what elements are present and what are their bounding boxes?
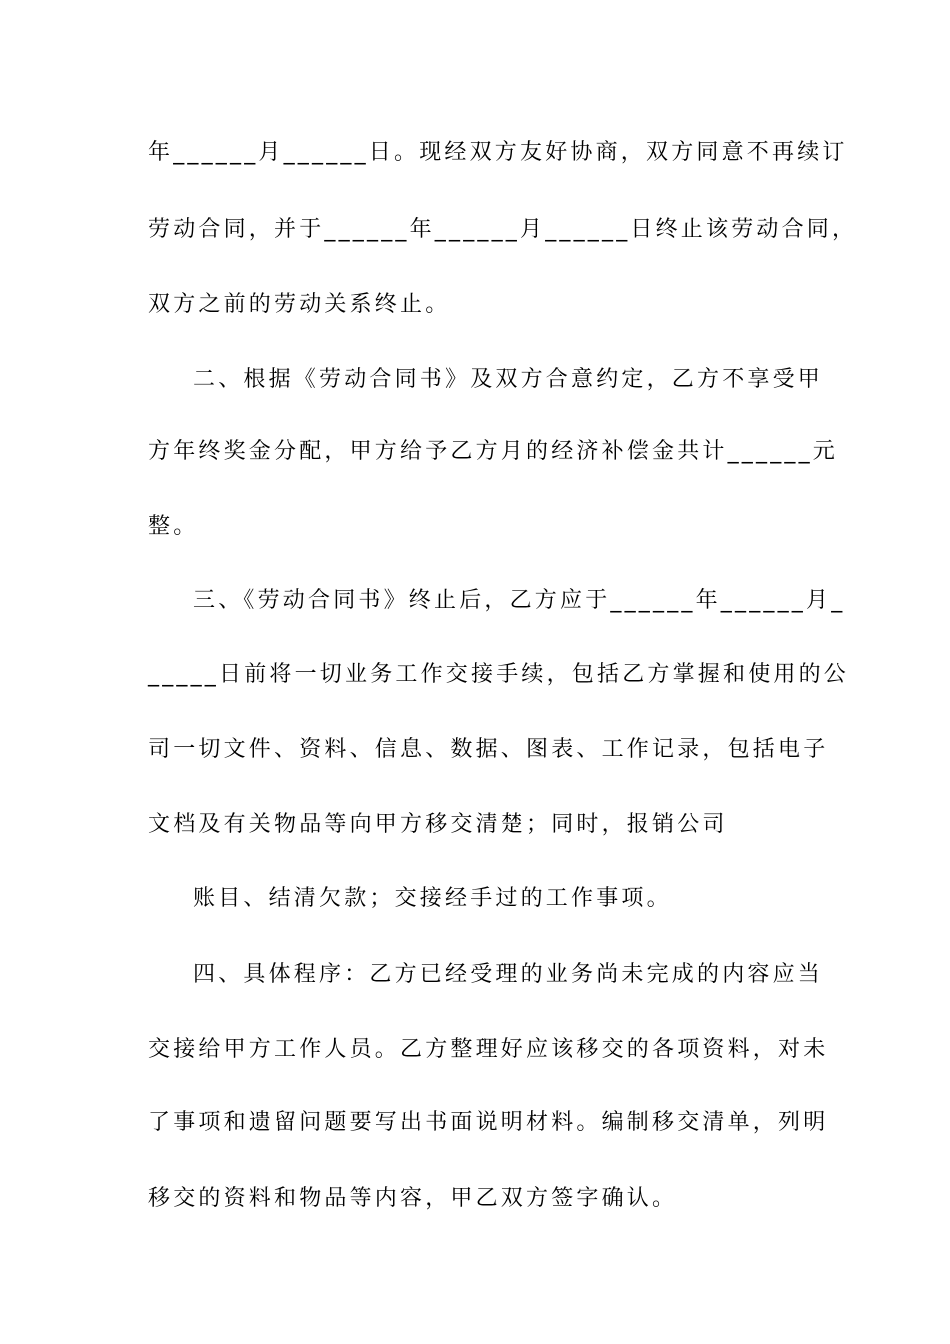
section-2-line-2: 方年终奖金分配，甲方给予乙方月的经济补偿金共计______元 [148, 439, 839, 464]
section-4-line-1: 四、具体程序：乙方已经受理的业务尚未完成的内容应当 [193, 962, 824, 987]
section-3-line-4: 文档及有关物品等向甲方移交清楚；同时，报销公司 [148, 812, 728, 837]
section-4-line-2: 交接给甲方工作人员。乙方整理好应该移交的各项资料，对未 [148, 1037, 829, 1062]
section-4-line-3: 了事项和遗留问题要写出书面说明材料。编制移交清单，列明 [148, 1110, 829, 1135]
section-3-line-5: 账目、结清欠款；交接经手过的工作事项。 [193, 886, 672, 911]
section-3-line-2: _____日前将一切业务工作交接手续，包括乙方掌握和使用的公 [148, 662, 850, 687]
section-4-line-4: 移交的资料和物品等内容，甲乙双方签字确认。 [148, 1186, 678, 1211]
section-2-line-3: 整。 [148, 514, 199, 539]
section-3-line-1: 三、《劳动合同书》终止后，乙方应于______年______月_ [193, 588, 846, 613]
text-line-1: 年______月______日。现经双方友好协商，双方同意不再续订 [148, 140, 848, 165]
text-line-3: 双方之前的劳动关系终止。 [148, 292, 451, 317]
section-3-line-3: 司一切文件、资料、信息、数据、图表、工作记录，包括电子 [148, 737, 829, 762]
section-2-line-1: 二、根据《劳动合同书》及双方合意约定，乙方不享受甲 [193, 367, 824, 392]
text-line-2: 劳动合同，并于______年______月______日终止该劳动合同， [148, 217, 858, 242]
